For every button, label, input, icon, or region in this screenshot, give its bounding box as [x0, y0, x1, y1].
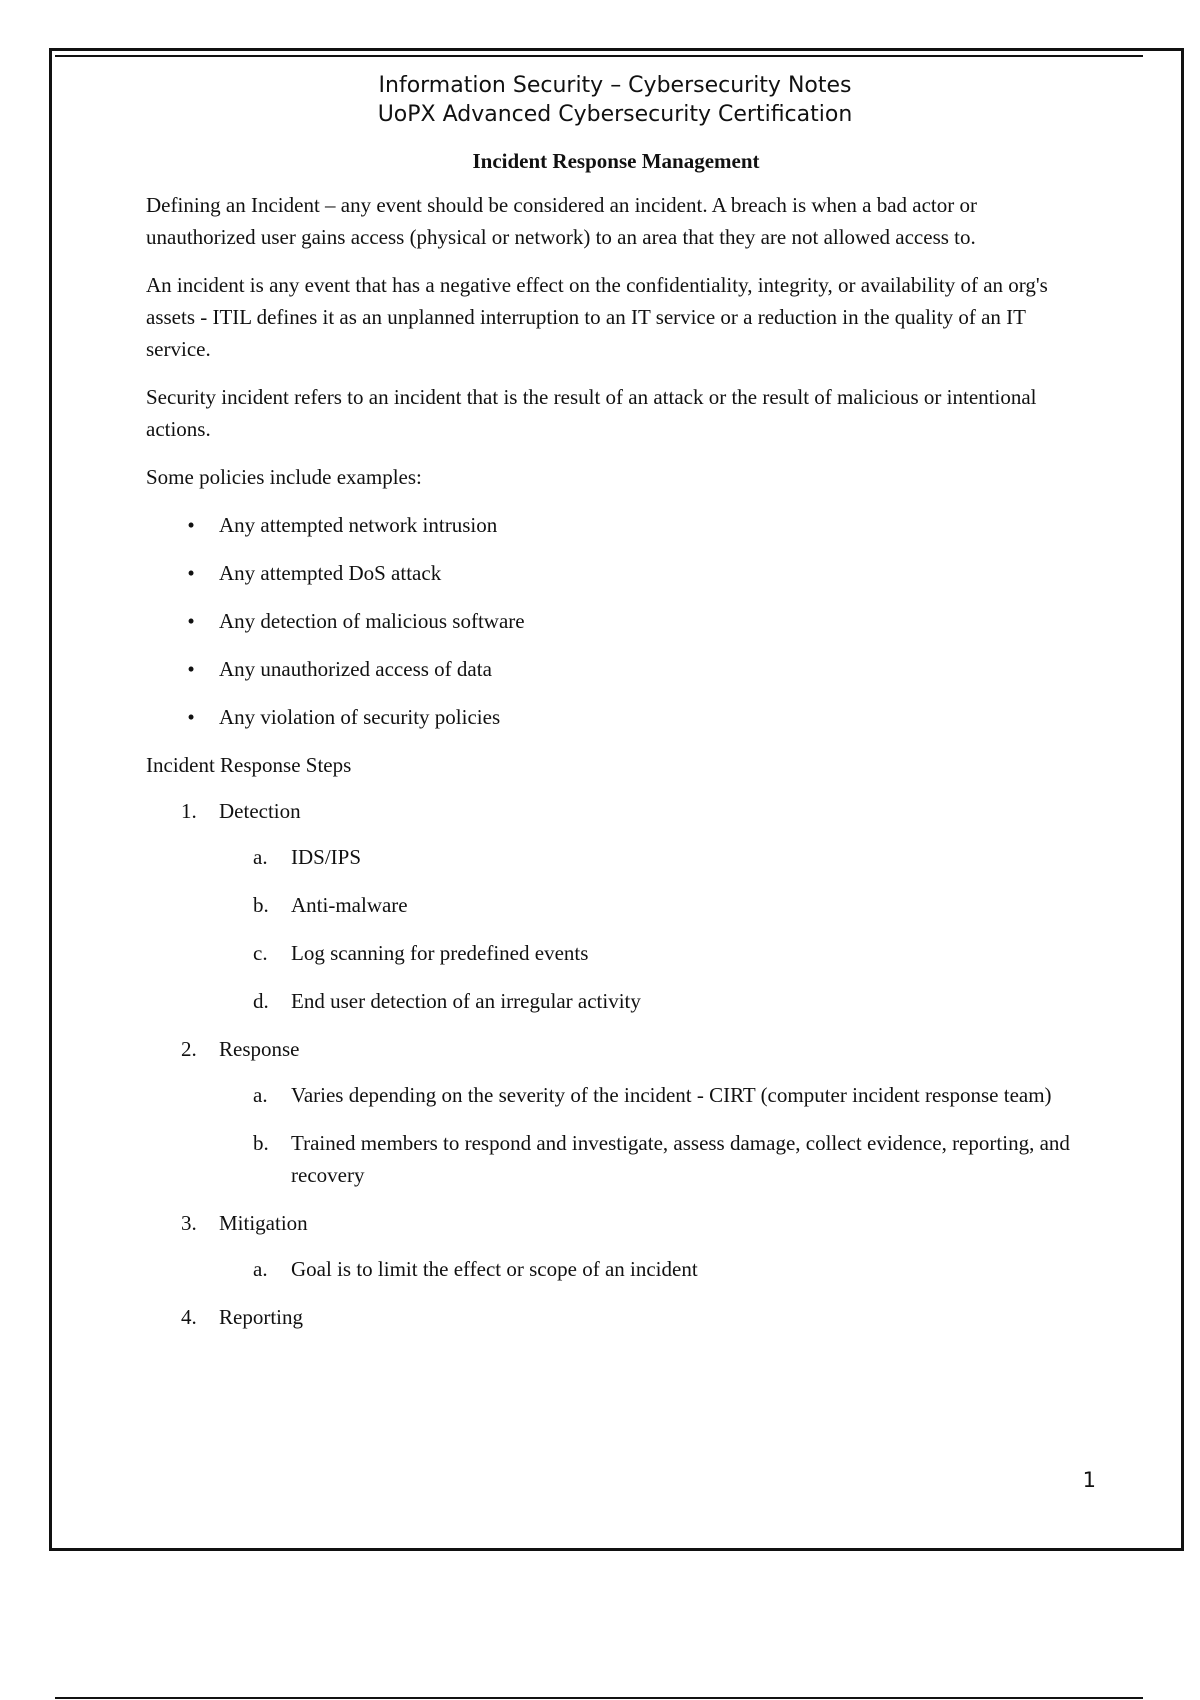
list-item-text: Any detection of malicious software — [219, 609, 525, 633]
substep-text: IDS/IPS — [291, 845, 362, 869]
document-header — [146, 71, 1084, 129]
step-response — [146, 1033, 1086, 1191]
substep-text: Anti-malware — [291, 893, 408, 917]
paragraph-defining-incident: Defining an Incident – any event should be considered an incident. A breach is when a bad actor or unauthorized user gains access (physical or network) to an area that they are not allowed access to. — [146, 193, 977, 249]
step-number: 2. — [181, 1037, 197, 1061]
list-item — [146, 701, 1086, 733]
substep-item — [146, 1127, 1086, 1191]
page-number: 1 — [1082, 1468, 1096, 1492]
bullet-icon: • — [187, 513, 195, 537]
step-mitigation — [146, 1207, 1086, 1285]
substep-text: Log scanning for predefined events — [291, 941, 589, 965]
substep-letter: d. — [253, 989, 269, 1013]
list-item — [146, 605, 1086, 637]
step-label: Response — [219, 1037, 300, 1061]
substep-letter: a. — [253, 845, 268, 869]
step-label: Mitigation — [219, 1211, 308, 1235]
next-page-rule — [55, 1697, 1143, 1699]
substep-text: Varies depending on the severity of the incident - CIRT (computer incident response team) — [291, 1083, 1052, 1107]
substep-item — [146, 1253, 1086, 1285]
list-item — [146, 653, 1086, 685]
document-title: Incident Response Management — [472, 149, 760, 173]
list-item-text: Any unauthorized access of data — [219, 657, 492, 681]
header-line-2: UoPX Advanced Cybersecurity Certification — [377, 102, 853, 127]
header-line-1: Information Security – Cybersecurity Notes — [378, 73, 852, 98]
document-body — [146, 145, 1086, 1349]
paragraph-incident-definition: An incident is any event that has a negative effect on the confidentiality, integrity, or availability of an org's assets - ITIL defines it as an unplanned interruption to an IT service or a reduction in the quality of an IT service. — [146, 273, 1048, 361]
bullet-icon: • — [187, 561, 195, 585]
examples-list — [146, 509, 1086, 733]
step-label: Detection — [219, 799, 301, 823]
step-number: 4. — [181, 1305, 197, 1329]
list-item-text: Any attempted DoS attack — [219, 561, 442, 585]
paragraph-security-incident: Security incident refers to an incident that is the result of an attack or the result of malicious or intentional actions. — [146, 385, 1037, 441]
bullet-icon: • — [187, 657, 195, 681]
list-item — [146, 509, 1086, 541]
substep-item — [146, 1079, 1086, 1111]
substep-item — [146, 889, 1086, 921]
mitigation-substeps — [219, 1253, 1086, 1285]
substep-letter: a. — [253, 1257, 268, 1281]
substep-item — [146, 841, 1086, 873]
steps-list — [146, 795, 1086, 1333]
step-reporting — [146, 1301, 1086, 1333]
step-detection — [146, 795, 1086, 1017]
paragraph-examples-intro: Some policies include examples: — [146, 465, 422, 489]
detection-substeps — [219, 841, 1086, 1017]
header-rule — [55, 55, 1143, 57]
list-item-text: Any attempted network intrusion — [219, 513, 498, 537]
substep-letter: b. — [253, 1131, 269, 1155]
bullet-icon: • — [187, 705, 195, 729]
substep-letter: c. — [253, 941, 268, 965]
step-number: 1. — [181, 799, 197, 823]
substep-item — [146, 985, 1086, 1017]
step-label: Reporting — [219, 1305, 303, 1329]
list-item-text: Any violation of security policies — [219, 705, 501, 729]
step-number: 3. — [181, 1211, 197, 1235]
substep-text: Goal is to limit the effect or scope of an incident — [291, 1257, 698, 1281]
substep-letter: a. — [253, 1083, 268, 1107]
list-item — [146, 557, 1086, 589]
steps-heading: Incident Response Steps — [146, 753, 352, 777]
substep-text: Trained members to respond and investigate, assess damage, collect evidence, reporting, and recovery — [291, 1131, 1070, 1187]
substep-letter: b. — [253, 893, 269, 917]
substep-item — [146, 937, 1086, 969]
response-substeps — [219, 1079, 1086, 1191]
bullet-icon: • — [187, 609, 195, 633]
substep-text: End user detection of an irregular activity — [291, 989, 641, 1013]
